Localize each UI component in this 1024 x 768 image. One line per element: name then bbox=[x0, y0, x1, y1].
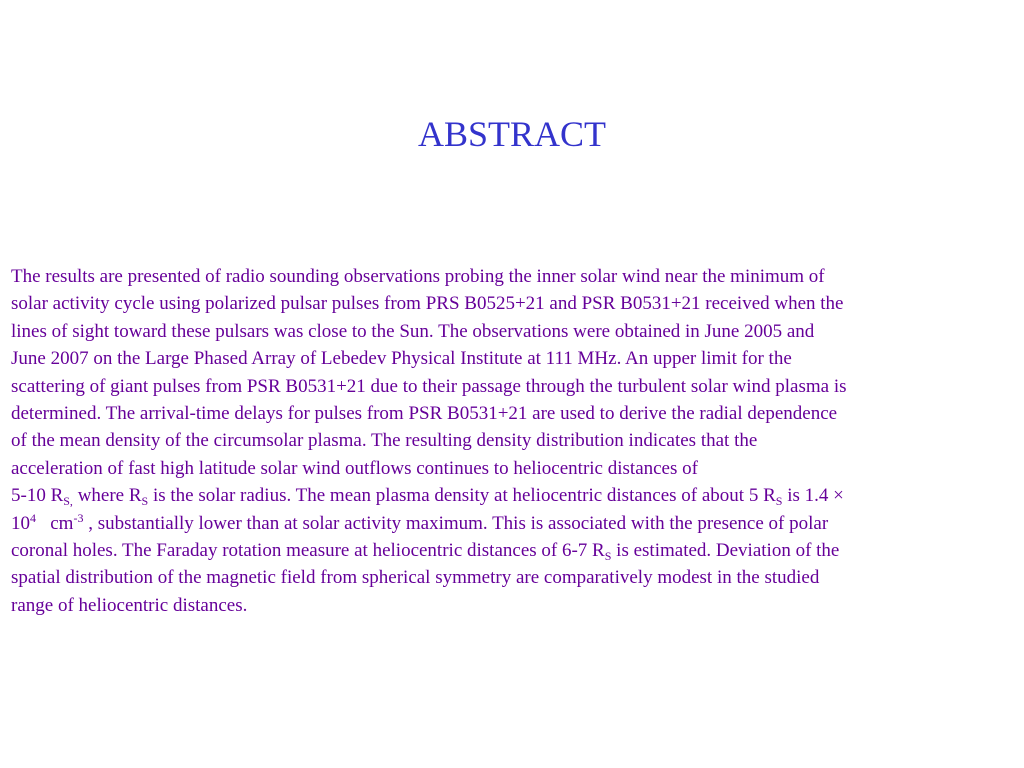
abstract-line: range of heliocentric distances. bbox=[11, 594, 248, 616]
text-run: , substantially lower than at solar activity maximum. This is associated with the presence of polar bbox=[83, 512, 829, 534]
text-run: is the solar radius. The mean plasma density at heliocentric distances of about 5 R bbox=[148, 485, 776, 507]
abstract-line: spatial distribution of the magnetic field from spherical symmetry are comparatively modest in the studied bbox=[11, 567, 820, 589]
text-run: 10 bbox=[11, 512, 30, 534]
superscript: 4 bbox=[30, 510, 36, 525]
abstract-line: solar activity cycle using polarized pulsar pulses from PRS B0525+21 and PSR B0531+21 received when the bbox=[11, 293, 844, 315]
superscript: -3 bbox=[73, 510, 84, 525]
text-run: cm bbox=[36, 512, 74, 534]
abstract-line: scattering of giant pulses from PSR B0531+21 due to their passage through the turbulent solar wind plasma is bbox=[11, 375, 847, 397]
abstract-line: acceleration of fast high latitude solar wind outflows continues to heliocentric distances of bbox=[11, 457, 698, 479]
abstract-line: The results are presented of radio sounding observations probing the inner solar wind near the minimum of bbox=[11, 266, 825, 287]
text-run: is estimated. Deviation of the bbox=[611, 540, 840, 562]
subscript: S bbox=[604, 549, 612, 564]
abstract-text bbox=[11, 263, 1021, 619]
abstract-line: June 2007 on the Large Phased Array of Lebedev Physical Institute at 111 MHz. An upper limit for the bbox=[11, 348, 792, 370]
subscript: S, bbox=[63, 494, 73, 509]
abstract-line: determined. The arrival-time delays for pulses from PSR B0531+21 are used to derive the radial dependence bbox=[11, 403, 838, 425]
text-run: is 1.4 × bbox=[782, 485, 844, 507]
abstract-line bbox=[11, 537, 1021, 564]
abstract-line bbox=[11, 510, 1021, 537]
text-run: coronal holes. The Faraday rotation measure at heliocentric distances of 6-7 R bbox=[11, 540, 605, 562]
abstract-line bbox=[11, 482, 1021, 509]
subscript: S bbox=[775, 494, 783, 509]
page-title: ABSTRACT bbox=[417, 114, 607, 154]
abstract-line: of the mean density of the circumsolar plasma. The resulting density distribution indicates that the bbox=[11, 430, 758, 452]
text-run: where R bbox=[72, 485, 142, 507]
subscript: S bbox=[141, 494, 149, 509]
text-run: 5-10 R bbox=[11, 485, 64, 507]
abstract-line: lines of sight toward these pulsars was close to the Sun. The observations were obtained in June 2005 and bbox=[11, 320, 815, 342]
